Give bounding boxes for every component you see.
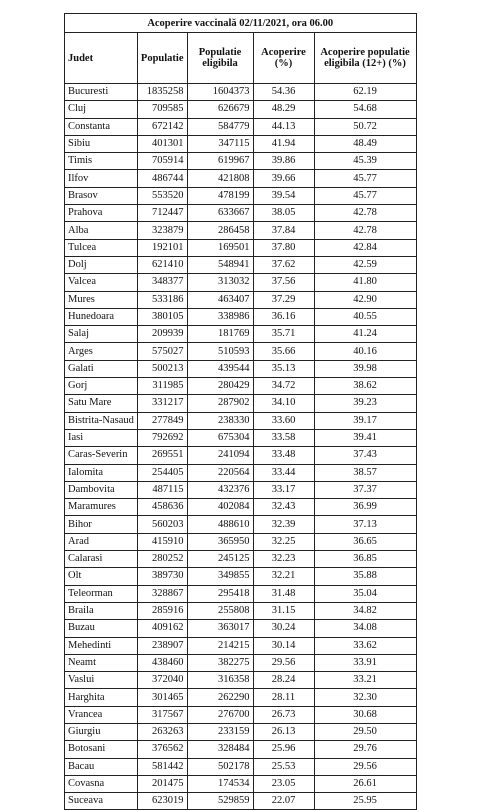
cell-acoperire: 30.24 bbox=[253, 620, 314, 637]
cell-populatie-eligibila: 214215 bbox=[187, 637, 253, 654]
table-title: Acoperire vaccinală 02/11/2021, ora 06.00 bbox=[65, 14, 417, 33]
table-row bbox=[65, 723, 417, 740]
table-row bbox=[65, 447, 417, 464]
cell-populatie-eligibila: 169501 bbox=[187, 239, 253, 256]
table-row bbox=[65, 568, 417, 585]
cell-acoperire-eligibila: 36.65 bbox=[314, 533, 416, 550]
table-row bbox=[65, 153, 417, 170]
cell-populatie-eligibila: 584779 bbox=[187, 118, 253, 135]
cell-populatie-eligibila: 174534 bbox=[187, 775, 253, 792]
table-row bbox=[65, 395, 417, 412]
table-row bbox=[65, 620, 417, 637]
cell-acoperire: 39.86 bbox=[253, 153, 314, 170]
cell-acoperire: 31.15 bbox=[253, 602, 314, 619]
cell-populatie: 263263 bbox=[137, 723, 187, 740]
cell-acoperire: 37.29 bbox=[253, 291, 314, 308]
cell-judet: Caras-Severin bbox=[65, 447, 138, 464]
cell-judet: Buzau bbox=[65, 620, 138, 637]
table-body bbox=[65, 84, 417, 810]
table-row bbox=[65, 533, 417, 550]
cell-acoperire: 32.25 bbox=[253, 533, 314, 550]
table-row bbox=[65, 187, 417, 204]
cell-populatie: 285916 bbox=[137, 602, 187, 619]
cell-judet: Calarasi bbox=[65, 551, 138, 568]
table-row bbox=[65, 360, 417, 377]
table-row bbox=[65, 239, 417, 256]
cell-populatie: 409162 bbox=[137, 620, 187, 637]
table-row bbox=[65, 775, 417, 792]
cell-judet: Sibiu bbox=[65, 135, 138, 152]
cell-judet: Ilfov bbox=[65, 170, 138, 187]
cell-populatie: 672142 bbox=[137, 118, 187, 135]
column-header-judet: Judet bbox=[65, 33, 138, 84]
cell-judet: Gorj bbox=[65, 378, 138, 395]
table-row bbox=[65, 343, 417, 360]
cell-acoperire-eligibila: 36.85 bbox=[314, 551, 416, 568]
cell-acoperire-eligibila: 50.72 bbox=[314, 118, 416, 135]
column-header-acoperire-eligibila: Acoperire populatie eligibila (12+) (%) bbox=[314, 33, 416, 84]
cell-populatie: 280252 bbox=[137, 551, 187, 568]
cell-acoperire-eligibila: 37.13 bbox=[314, 516, 416, 533]
cell-populatie-eligibila: 402084 bbox=[187, 499, 253, 516]
cell-acoperire-eligibila: 25.95 bbox=[314, 793, 416, 810]
cell-acoperire-eligibila: 42.84 bbox=[314, 239, 416, 256]
cell-populatie-eligibila: 432376 bbox=[187, 481, 253, 498]
table-row bbox=[65, 118, 417, 135]
cell-acoperire: 33.17 bbox=[253, 481, 314, 498]
cell-populatie-eligibila: 238330 bbox=[187, 412, 253, 429]
cell-acoperire-eligibila: 54.68 bbox=[314, 101, 416, 118]
cell-judet: Bucuresti bbox=[65, 84, 138, 101]
cell-populatie: 317567 bbox=[137, 706, 187, 723]
cell-populatie-eligibila: 488610 bbox=[187, 516, 253, 533]
cell-acoperire-eligibila: 33.62 bbox=[314, 637, 416, 654]
cell-acoperire-eligibila: 37.43 bbox=[314, 447, 416, 464]
table-row bbox=[65, 516, 417, 533]
cell-acoperire: 30.14 bbox=[253, 637, 314, 654]
cell-populatie: 553520 bbox=[137, 187, 187, 204]
cell-populatie-eligibila: 276700 bbox=[187, 706, 253, 723]
cell-acoperire-eligibila: 45.39 bbox=[314, 153, 416, 170]
cell-populatie-eligibila: 233159 bbox=[187, 723, 253, 740]
cell-acoperire: 36.16 bbox=[253, 308, 314, 325]
cell-populatie: 331217 bbox=[137, 395, 187, 412]
cell-populatie-eligibila: 286458 bbox=[187, 222, 253, 239]
cell-acoperire: 39.66 bbox=[253, 170, 314, 187]
cell-judet: Arges bbox=[65, 343, 138, 360]
cell-acoperire: 28.24 bbox=[253, 672, 314, 689]
cell-acoperire-eligibila: 38.62 bbox=[314, 378, 416, 395]
cell-acoperire: 29.56 bbox=[253, 654, 314, 671]
cell-populatie: 311985 bbox=[137, 378, 187, 395]
table-row bbox=[65, 499, 417, 516]
cell-populatie-eligibila: 421808 bbox=[187, 170, 253, 187]
cell-populatie-eligibila: 529859 bbox=[187, 793, 253, 810]
cell-acoperire: 32.39 bbox=[253, 516, 314, 533]
cell-judet: Hunedoara bbox=[65, 308, 138, 325]
cell-acoperire-eligibila: 39.23 bbox=[314, 395, 416, 412]
table-row bbox=[65, 291, 417, 308]
cell-acoperire-eligibila: 48.49 bbox=[314, 135, 416, 152]
cell-judet: Neamt bbox=[65, 654, 138, 671]
cell-acoperire-eligibila: 33.91 bbox=[314, 654, 416, 671]
cell-populatie: 458636 bbox=[137, 499, 187, 516]
cell-populatie: 438460 bbox=[137, 654, 187, 671]
cell-populatie: 269551 bbox=[137, 447, 187, 464]
column-header-acoperire: Acoperire (%) bbox=[253, 33, 314, 84]
cell-populatie: 792692 bbox=[137, 429, 187, 446]
cell-populatie-eligibila: 510593 bbox=[187, 343, 253, 360]
cell-populatie-eligibila: 502178 bbox=[187, 758, 253, 775]
table-row bbox=[65, 274, 417, 291]
cell-judet: Tulcea bbox=[65, 239, 138, 256]
table-row bbox=[65, 84, 417, 101]
cell-acoperire-eligibila: 29.56 bbox=[314, 758, 416, 775]
cell-acoperire: 39.54 bbox=[253, 187, 314, 204]
cell-judet: Constanta bbox=[65, 118, 138, 135]
cell-acoperire: 41.94 bbox=[253, 135, 314, 152]
cell-populatie: 328867 bbox=[137, 585, 187, 602]
cell-acoperire: 32.21 bbox=[253, 568, 314, 585]
cell-populatie-eligibila: 382275 bbox=[187, 654, 253, 671]
cell-populatie: 705914 bbox=[137, 153, 187, 170]
cell-judet: Olt bbox=[65, 568, 138, 585]
cell-populatie: 623019 bbox=[137, 793, 187, 810]
cell-judet: Vaslui bbox=[65, 672, 138, 689]
cell-populatie-eligibila: 675304 bbox=[187, 429, 253, 446]
cell-populatie-eligibila: 181769 bbox=[187, 326, 253, 343]
cell-populatie-eligibila: 365950 bbox=[187, 533, 253, 550]
cell-populatie-eligibila: 241094 bbox=[187, 447, 253, 464]
cell-acoperire: 32.23 bbox=[253, 551, 314, 568]
cell-judet: Botosani bbox=[65, 741, 138, 758]
cell-judet: Giurgiu bbox=[65, 723, 138, 740]
cell-acoperire-eligibila: 42.78 bbox=[314, 205, 416, 222]
cell-populatie-eligibila: 295418 bbox=[187, 585, 253, 602]
cell-judet: Bacau bbox=[65, 758, 138, 775]
cell-judet: Teleorman bbox=[65, 585, 138, 602]
cell-populatie-eligibila: 255808 bbox=[187, 602, 253, 619]
cell-populatie-eligibila: 633667 bbox=[187, 205, 253, 222]
cell-populatie: 575027 bbox=[137, 343, 187, 360]
cell-acoperire-eligibila: 29.76 bbox=[314, 741, 416, 758]
cell-populatie-eligibila: 262290 bbox=[187, 689, 253, 706]
table-row bbox=[65, 308, 417, 325]
cell-judet: Maramures bbox=[65, 499, 138, 516]
cell-acoperire: 35.71 bbox=[253, 326, 314, 343]
table-row bbox=[65, 706, 417, 723]
cell-populatie: 709585 bbox=[137, 101, 187, 118]
cell-acoperire-eligibila: 38.57 bbox=[314, 464, 416, 481]
cell-populatie: 415910 bbox=[137, 533, 187, 550]
cell-populatie-eligibila: 287902 bbox=[187, 395, 253, 412]
table-row bbox=[65, 585, 417, 602]
cell-acoperire-eligibila: 34.82 bbox=[314, 602, 416, 619]
cell-populatie: 348377 bbox=[137, 274, 187, 291]
cell-acoperire-eligibila: 39.17 bbox=[314, 412, 416, 429]
cell-judet: Ialomita bbox=[65, 464, 138, 481]
cell-acoperire: 44.13 bbox=[253, 118, 314, 135]
cell-populatie-eligibila: 626679 bbox=[187, 101, 253, 118]
cell-acoperire: 37.62 bbox=[253, 256, 314, 273]
cell-judet: Salaj bbox=[65, 326, 138, 343]
column-header-populatie-eligibila: Populatie eligibila bbox=[187, 33, 253, 84]
cell-judet: Arad bbox=[65, 533, 138, 550]
table-title-row bbox=[65, 14, 417, 33]
table-row bbox=[65, 551, 417, 568]
cell-populatie: 380105 bbox=[137, 308, 187, 325]
cell-populatie-eligibila: 280429 bbox=[187, 378, 253, 395]
cell-judet: Mehedinti bbox=[65, 637, 138, 654]
cell-acoperire-eligibila: 45.77 bbox=[314, 187, 416, 204]
cell-acoperire-eligibila: 39.98 bbox=[314, 360, 416, 377]
cell-judet: Alba bbox=[65, 222, 138, 239]
cell-acoperire: 26.13 bbox=[253, 723, 314, 740]
cell-populatie-eligibila: 328484 bbox=[187, 741, 253, 758]
cell-judet: Mures bbox=[65, 291, 138, 308]
cell-judet: Iasi bbox=[65, 429, 138, 446]
cell-acoperire: 23.05 bbox=[253, 775, 314, 792]
cell-populatie-eligibila: 619967 bbox=[187, 153, 253, 170]
cell-judet: Prahova bbox=[65, 205, 138, 222]
cell-populatie-eligibila: 347115 bbox=[187, 135, 253, 152]
cell-populatie: 323879 bbox=[137, 222, 187, 239]
cell-populatie-eligibila: 478199 bbox=[187, 187, 253, 204]
cell-populatie: 533186 bbox=[137, 291, 187, 308]
cell-acoperire: 54.36 bbox=[253, 84, 314, 101]
cell-acoperire-eligibila: 29.50 bbox=[314, 723, 416, 740]
cell-judet: Harghita bbox=[65, 689, 138, 706]
cell-populatie: 277849 bbox=[137, 412, 187, 429]
cell-populatie: 500213 bbox=[137, 360, 187, 377]
cell-populatie: 621410 bbox=[137, 256, 187, 273]
table-row bbox=[65, 170, 417, 187]
cell-populatie-eligibila: 338986 bbox=[187, 308, 253, 325]
cell-judet: Valcea bbox=[65, 274, 138, 291]
cell-acoperire-eligibila: 40.55 bbox=[314, 308, 416, 325]
cell-populatie-eligibila: 363017 bbox=[187, 620, 253, 637]
cell-populatie: 389730 bbox=[137, 568, 187, 585]
cell-acoperire: 32.43 bbox=[253, 499, 314, 516]
table-row bbox=[65, 758, 417, 775]
cell-acoperire-eligibila: 45.77 bbox=[314, 170, 416, 187]
cell-acoperire-eligibila: 40.16 bbox=[314, 343, 416, 360]
cell-acoperire-eligibila: 62.19 bbox=[314, 84, 416, 101]
cell-judet: Bihor bbox=[65, 516, 138, 533]
cell-acoperire-eligibila: 26.61 bbox=[314, 775, 416, 792]
cell-acoperire-eligibila: 42.78 bbox=[314, 222, 416, 239]
cell-populatie: 712447 bbox=[137, 205, 187, 222]
table-row bbox=[65, 101, 417, 118]
table-row bbox=[65, 741, 417, 758]
cell-acoperire-eligibila: 41.24 bbox=[314, 326, 416, 343]
table-row bbox=[65, 326, 417, 343]
cell-populatie-eligibila: 463407 bbox=[187, 291, 253, 308]
cell-populatie: 486744 bbox=[137, 170, 187, 187]
cell-acoperire: 26.73 bbox=[253, 706, 314, 723]
cell-judet: Dambovita bbox=[65, 481, 138, 498]
cell-acoperire: 33.44 bbox=[253, 464, 314, 481]
cell-populatie: 238907 bbox=[137, 637, 187, 654]
cell-acoperire-eligibila: 36.99 bbox=[314, 499, 416, 516]
cell-judet: Galati bbox=[65, 360, 138, 377]
table-row bbox=[65, 793, 417, 810]
cell-acoperire-eligibila: 42.59 bbox=[314, 256, 416, 273]
cell-populatie: 401301 bbox=[137, 135, 187, 152]
cell-acoperire-eligibila: 35.88 bbox=[314, 568, 416, 585]
cell-acoperire: 25.53 bbox=[253, 758, 314, 775]
cell-populatie-eligibila: 313032 bbox=[187, 274, 253, 291]
cell-judet: Timis bbox=[65, 153, 138, 170]
cell-acoperire: 22.07 bbox=[253, 793, 314, 810]
cell-acoperire: 37.84 bbox=[253, 222, 314, 239]
cell-populatie: 209939 bbox=[137, 326, 187, 343]
cell-judet: Vrancea bbox=[65, 706, 138, 723]
column-header-populatie: Populatie bbox=[137, 33, 187, 84]
table-row bbox=[65, 464, 417, 481]
cell-acoperire: 35.13 bbox=[253, 360, 314, 377]
cell-judet: Dolj bbox=[65, 256, 138, 273]
cell-acoperire-eligibila: 39.41 bbox=[314, 429, 416, 446]
cell-acoperire: 37.80 bbox=[253, 239, 314, 256]
table-row bbox=[65, 429, 417, 446]
cell-acoperire-eligibila: 41.80 bbox=[314, 274, 416, 291]
cell-acoperire: 28.11 bbox=[253, 689, 314, 706]
cell-populatie: 372040 bbox=[137, 672, 187, 689]
table-row bbox=[65, 672, 417, 689]
table-header-row bbox=[65, 33, 417, 84]
cell-judet: Cluj bbox=[65, 101, 138, 118]
cell-populatie: 581442 bbox=[137, 758, 187, 775]
table-row bbox=[65, 637, 417, 654]
cell-judet: Suceava bbox=[65, 793, 138, 810]
cell-acoperire-eligibila: 34.08 bbox=[314, 620, 416, 637]
cell-populatie: 192101 bbox=[137, 239, 187, 256]
cell-populatie-eligibila: 220564 bbox=[187, 464, 253, 481]
cell-acoperire: 38.05 bbox=[253, 205, 314, 222]
table-row bbox=[65, 654, 417, 671]
cell-populatie: 254405 bbox=[137, 464, 187, 481]
cell-judet: Brasov bbox=[65, 187, 138, 204]
cell-acoperire-eligibila: 42.90 bbox=[314, 291, 416, 308]
cell-populatie: 301465 bbox=[137, 689, 187, 706]
cell-acoperire-eligibila: 37.37 bbox=[314, 481, 416, 498]
cell-acoperire: 35.66 bbox=[253, 343, 314, 360]
cell-judet: Bistrita-Nasaud bbox=[65, 412, 138, 429]
cell-populatie: 1835258 bbox=[137, 84, 187, 101]
cell-populatie-eligibila: 439544 bbox=[187, 360, 253, 377]
cell-populatie: 487115 bbox=[137, 481, 187, 498]
table-row bbox=[65, 602, 417, 619]
cell-judet: Braila bbox=[65, 602, 138, 619]
table-row bbox=[65, 205, 417, 222]
cell-populatie-eligibila: 548941 bbox=[187, 256, 253, 273]
table-row bbox=[65, 222, 417, 239]
cell-populatie-eligibila: 316358 bbox=[187, 672, 253, 689]
cell-judet: Covasna bbox=[65, 775, 138, 792]
table-row bbox=[65, 481, 417, 498]
cell-acoperire: 25.96 bbox=[253, 741, 314, 758]
cell-judet: Satu Mare bbox=[65, 395, 138, 412]
table-row bbox=[65, 412, 417, 429]
table-row bbox=[65, 135, 417, 152]
cell-populatie-eligibila: 245125 bbox=[187, 551, 253, 568]
cell-acoperire: 34.10 bbox=[253, 395, 314, 412]
cell-acoperire: 33.48 bbox=[253, 447, 314, 464]
cell-populatie-eligibila: 1604373 bbox=[187, 84, 253, 101]
cell-acoperire: 34.72 bbox=[253, 378, 314, 395]
table-row bbox=[65, 378, 417, 395]
cell-acoperire: 48.29 bbox=[253, 101, 314, 118]
cell-acoperire: 33.58 bbox=[253, 429, 314, 446]
cell-populatie: 560203 bbox=[137, 516, 187, 533]
cell-acoperire-eligibila: 32.30 bbox=[314, 689, 416, 706]
cell-acoperire-eligibila: 35.04 bbox=[314, 585, 416, 602]
table-row bbox=[65, 256, 417, 273]
cell-acoperire: 33.60 bbox=[253, 412, 314, 429]
table-row bbox=[65, 689, 417, 706]
cell-populatie-eligibila: 349855 bbox=[187, 568, 253, 585]
cell-populatie: 201475 bbox=[137, 775, 187, 792]
cell-acoperire-eligibila: 30.68 bbox=[314, 706, 416, 723]
cell-populatie: 376562 bbox=[137, 741, 187, 758]
cell-acoperire: 31.48 bbox=[253, 585, 314, 602]
cell-acoperire-eligibila: 33.21 bbox=[314, 672, 416, 689]
vaccination-coverage-table bbox=[64, 13, 417, 810]
cell-acoperire: 37.56 bbox=[253, 274, 314, 291]
